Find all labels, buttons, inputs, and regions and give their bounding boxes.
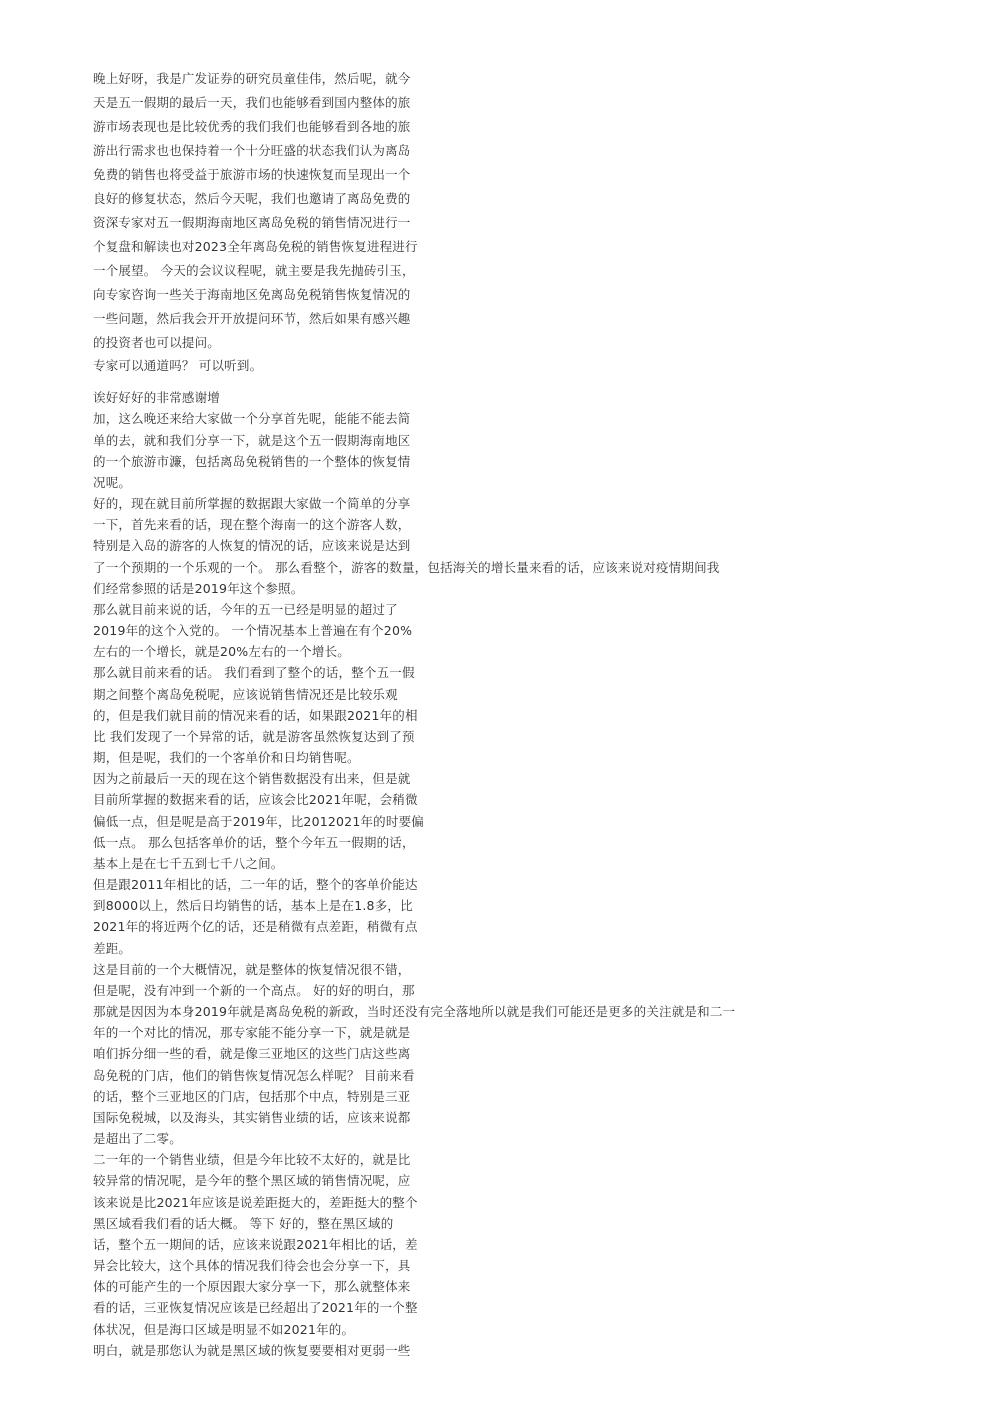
text-line: 的话，整个三亚地区的门店，包括那个中点，特别是三亚 [93,1089,411,1104]
text-line: 游出行需求也也保持着一个十分旺盛的状态我们认为离岛 [93,143,411,158]
text-line: 那就是因因为本身2019年就是离岛免税的新政，当时还没有完全落地所以就是我们可能还是更多的关注就是和二一 [93,1004,736,1019]
text-line: 异会比较大，这个具体的情况我们待会也会分享一下，具 [93,1258,411,1273]
text-line: 晚上好呀，我是广发证券的研究员童佳伟，然后呢，就今 [93,71,411,86]
text-line: 二一年的一个销售业绩，但是今年比较不太好的，就是比 [93,1152,411,1167]
text-line: 因为之前最后一天的现在这个销售数据没有出来，但是就 [93,771,411,786]
text-line: 良好的修复状态，然后今天呢，我们也邀请了离岛免费的 [93,191,411,206]
text-line: 明白，就是那您认为就是黑区域的恢复要要相对更弱一些 [93,1343,411,1358]
text-line: 2019年的这个入党的。 一个情况基本上普遍在有个20% [93,623,413,638]
text-line: 期之间整个离岛免税呢，应该说销售情况还是比较乐观 [93,687,398,702]
text-line: 该来说是比2021年应该是说差距挺大的，差距挺大的整个 [93,1195,418,1210]
text-line: 比 我们发现了一个异常的话，就是游客虽然恢复达到了预 [93,729,415,744]
text-line: 特别是入岛的游客的人恢复的情况的话，应该来说是达到 [93,538,411,553]
text-line: 一些问题，然后我会开开放提问环节，然后如果有感兴趣 [93,311,411,326]
text-line: 的一个旅游市濂，包括离岛免税销售的一个整体的恢复情 [93,454,411,469]
text-line: 体的可能产生的一个原因跟大家分享一下，那么就整体来 [93,1279,411,1294]
text-line: 这是目前的一个大概情况，就是整体的恢复情况很不错， [93,962,411,977]
text-line: 偏低一点，但是呢是高于2019年，比2012021年的时要偏 [93,814,424,829]
text-line: 但是呢，没有冲到一个新的一个高点。 好的好的明白，那 [93,983,415,998]
text-line: 目前所掌握的数据来看的话，应该会比2021年呢，会稍微 [93,792,418,807]
text-line: 话，整个五一期间的话，应该来说跟2021年相比的话，差 [93,1237,418,1252]
text-line: 看的话，三亚恢复情况应该是已经超出了2021年的一个整 [93,1300,418,1315]
text-line: 那么就目前来看的话。 我们看到了整个的话，整个五一假 [93,665,415,680]
text-line: 国际免税城，以及海头，其实销售业绩的话，应该来说都 [93,1110,411,1125]
text-line: 单的去，就和我们分享一下，就是这个五一假期海南地区 [93,433,411,448]
text-line: 年的一个对比的情况，那专家能不能分享一下，就是就是 [93,1025,411,1040]
text-line: 个复盘和解读也对2023全年离岛免税的销售恢复进程进行 [93,239,418,254]
text-line: 岛免税的门店，他们的销售恢复情况怎么样呢？ 目前来看 [93,1068,415,1083]
text-line: 资深专家对五一假期海南地区离岛免税的销售情况进行一 [93,215,411,230]
text-line: 是超出了二零。 [93,1131,182,1146]
text-line: 们经常参照的话是2019年这个参照。 [93,581,304,596]
text-line: 加，这么晚还来给大家做一个分享首先呢，能能不能去简 [93,411,411,426]
text-line: 较异常的情况呢，是今年的整个黑区域的销售情况呢，应 [93,1173,411,1188]
text-line: 低一点。 那么包括客单价的话，整个今年五一假期的话， [93,835,415,850]
text-line: 的投资者也可以提问。 [93,335,221,350]
text-line: 咱们拆分细一些的看，就是像三亚地区的这些门店这些离 [93,1046,411,1061]
text-line: 好的，现在就目前所掌握的数据跟大家做一个简单的分享 [93,496,411,511]
text-line: 2021年的将近两个亿的话，还是稍微有点差距，稍微有点 [93,919,418,934]
text-line: 但是跟2011年相比的话，二一年的话，整个的客单价能达 [93,877,418,892]
text-line: 免费的销售也将受益于旅游市场的快速恢复而呈现出一个 [93,167,411,182]
text-line: 一个展望。 今天的会议议程呢，就主要是我先抛砖引玉， [93,263,415,278]
text-line: 期，但是呢，我们的一个客单价和日均销售呢。 [93,750,360,765]
text-line: 游市场表现也是比较优秀的我们我们也能够看到各地的旅 [93,119,411,134]
text-line: 黑区域看我们看的话大概。 等下 好的，整在黑区域的 [93,1216,394,1231]
text-line: 体状况，但是海口区域是明显不如2021年的。 [93,1322,355,1337]
text-line: 向专家咨询一些关于海南地区免离岛免税销售恢复情况的 [93,287,411,302]
text-line: 到8000以上，然后日均销售的话，基本上是在1.8多，比 [93,898,413,913]
text-line: 诶好好好的非常感谢增 [93,390,221,405]
text-line: 那么就目前来说的话，今年的五一已经是明显的超过了 [93,602,398,617]
text-line: 天是五一假期的最后一天，我们也能够看到国内整体的旅 [93,95,411,110]
text-line: 基本上是在七千五到七千八之间。 [93,856,284,871]
text-line: 左右的一个增长，就是20%左右的一个增长。 [93,644,350,659]
text-line: 专家可以通道吗？ 可以听到。 [93,358,263,373]
text-line: 的，但是我们就目前的情况来看的话，如果跟2021年的相 [93,708,418,723]
text-line: 况呢。 [93,475,132,490]
text-line: 一下，首先来看的话，现在整个海南一的这个游客人数， [93,517,411,532]
text-line: 了一个预期的一个乐观的一个。 那么看整个，游客的数量，包括海关的增长量来看的话，应该来说对疫情期间我 [93,560,720,575]
text-line: 差距。 [93,941,132,956]
